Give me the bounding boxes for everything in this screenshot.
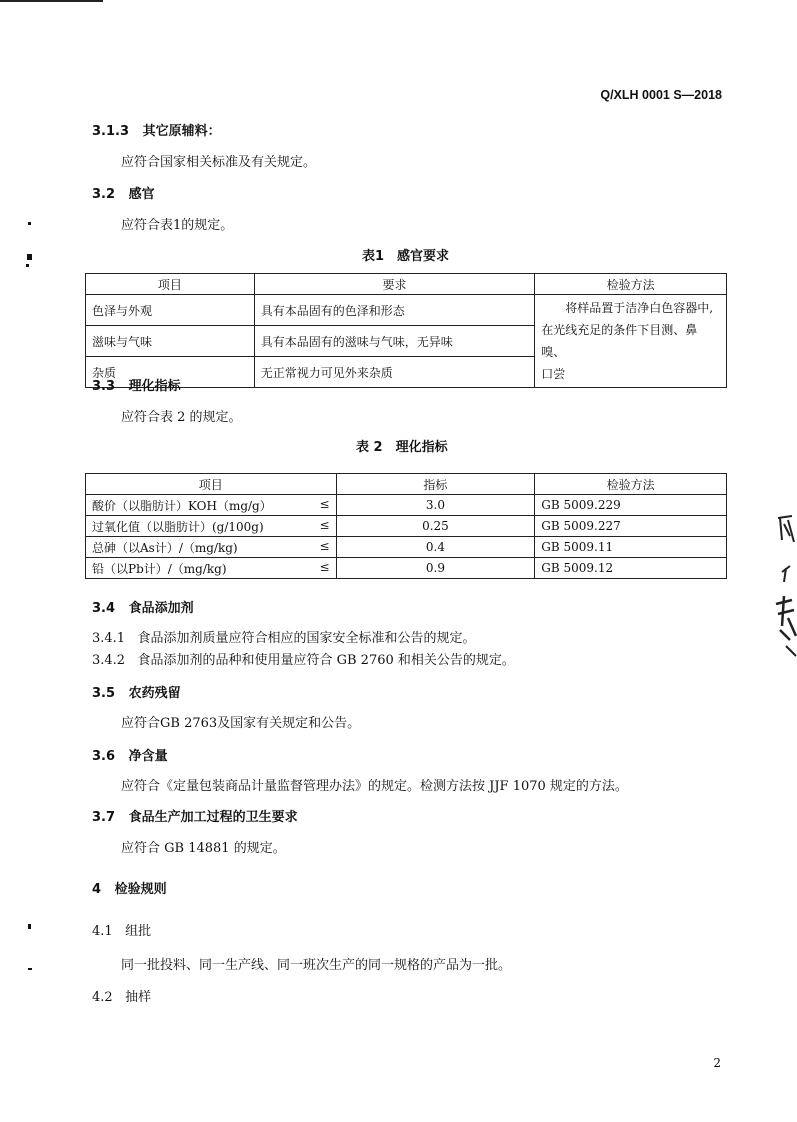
seal-fragment-icon: [770, 506, 797, 676]
section-3-2-text: 应符合表1的规定。: [121, 218, 234, 233]
table-cell: [86, 516, 337, 537]
section-title: 抽样: [125, 990, 152, 1005]
section-3-3-heading: [92, 375, 181, 394]
section-number: 3.1.3: [92, 124, 130, 139]
item-label: 过氧化值（以脂肪计）(g/100g): [92, 519, 264, 534]
table-row: [86, 537, 727, 558]
section-3-6-heading: [92, 745, 168, 764]
section-number: 3.5: [92, 686, 116, 701]
table-cell: [86, 558, 337, 579]
top-edge-line: [0, 0, 103, 2]
section-title: 食品生产加工过程的卫生要求: [128, 810, 298, 825]
doc-number: Q/XLH 0001 S—2018: [600, 88, 722, 102]
scan-speck: [28, 968, 32, 970]
section-3-3-text: 应符合表 2 的规定。: [121, 410, 242, 425]
section-number: 4.1: [92, 924, 113, 939]
section-number: 3.2: [92, 187, 116, 202]
operator: ≤: [319, 517, 330, 532]
section-title: 感官: [128, 187, 155, 202]
section-number: 3.3: [92, 379, 116, 394]
table-cell: GB 5009.227: [535, 516, 727, 537]
item-label: 铅（以Pb计）/（mg/kg): [92, 561, 227, 576]
item-label: 总砷（以As计）/（mg/kg): [92, 540, 238, 555]
operator: ≤: [319, 496, 330, 511]
item-number: 3.4.1: [92, 631, 126, 646]
table-row: [86, 495, 727, 516]
table2-caption: 表 2 理化指标: [356, 440, 448, 455]
table-cell: 3.0: [336, 495, 535, 516]
section-3-1-3-text: 应符合国家相关标准及有关规定。: [121, 155, 317, 170]
item-text: 食品添加剂质量应符合相应的国家安全标准和公告的规定。: [137, 631, 476, 646]
section-title: 检验规则: [114, 882, 167, 897]
table-header-row: [86, 274, 727, 295]
section-number: 3.4: [92, 601, 116, 616]
scan-speck: [28, 924, 31, 929]
table-header-cell: 检验方法: [535, 474, 727, 495]
method-line: 在光线充足的条件下目测、鼻嗅、: [541, 323, 698, 359]
section-3-1-3-heading: [92, 120, 221, 139]
method-line: 将样品置于洁净白色容器中,: [565, 301, 714, 315]
section-3-4-heading: [92, 597, 194, 616]
section-3-7-heading: [92, 806, 298, 825]
table-cell: 无正常视力可见外来杂质: [254, 357, 535, 388]
table-cell: 具有本品固有的色泽和形态: [254, 295, 535, 326]
section-3-4-1: [92, 627, 476, 646]
section-3-6-text: 应符合《定量包装商品计量监督管理办法》的规定。检测方法按 JJF 1070 规定的方法。: [121, 779, 628, 794]
page-number: 2: [713, 1056, 721, 1070]
section-number: 3.7: [92, 810, 116, 825]
section-title: 组批: [125, 924, 152, 939]
table-row: [86, 558, 727, 579]
table-cell: GB 5009.229: [535, 495, 727, 516]
section-title: 农药残留: [128, 686, 181, 701]
item-number: 3.4.2: [92, 653, 126, 668]
table2-physicochemical: [85, 473, 727, 579]
scan-speck: [26, 264, 29, 267]
table-header-cell: 指标: [336, 474, 535, 495]
section-title: 理化指标: [128, 379, 181, 394]
section-3-5-heading: [92, 682, 181, 701]
item-label: 酸价（以脂肪计）KOH（mg/g）: [92, 498, 272, 513]
table-cell: 杂质: [86, 357, 255, 388]
table-cell: 色泽与外观: [86, 295, 255, 326]
table-row: [86, 516, 727, 537]
table-header-cell: 项目: [86, 274, 255, 295]
table-header-cell: 检验方法: [535, 274, 727, 295]
scan-speck: [28, 222, 31, 225]
section-4-2-heading: [92, 986, 151, 1005]
section-4-1-heading: [92, 920, 151, 939]
table-cell: GB 5009.11: [535, 537, 727, 558]
table-cell: 0.9: [336, 558, 535, 579]
section-title: 食品添加剂: [128, 601, 194, 616]
table-cell: 滋味与气味: [86, 326, 255, 357]
scan-speck: [27, 254, 32, 260]
section-title: 其它原辅料：: [142, 124, 221, 139]
table-header-cell: 项目: [86, 474, 337, 495]
table-cell: [86, 495, 337, 516]
item-text: 食品添加剂的品种和使用量应符合 GB 2760 和相关公告的规定。: [137, 653, 515, 668]
section-number: 4: [92, 882, 102, 897]
table-cell: 具有本品固有的滋味与气味，无异味: [254, 326, 535, 357]
table-header-cell: 要求: [254, 274, 535, 295]
section-3-5-text: 应符合GB 2763及国家有关规定和公告。: [121, 716, 361, 731]
method-line: 口尝: [541, 367, 566, 381]
table-cell: GB 5009.12: [535, 558, 727, 579]
section-number: 3.6: [92, 749, 116, 764]
section-3-2-heading: [92, 183, 155, 202]
table1-method-cell: [535, 295, 727, 388]
section-4-1-text: 同一批投料、同一生产线、同一班次生产的同一规格的产品为一批。: [121, 958, 512, 973]
table-row: [86, 295, 727, 326]
table-cell: 0.4: [336, 537, 535, 558]
table-cell: 0.25: [336, 516, 535, 537]
section-number: 4.2: [92, 990, 113, 1005]
section-title: 净含量: [128, 749, 168, 764]
operator: ≤: [319, 538, 330, 553]
table1-caption: 表1 感官要求: [362, 249, 450, 264]
partial-seal-stamp: [770, 506, 797, 676]
section-3-7-text: 应符合 GB 14881 的规定。: [121, 841, 286, 856]
table-cell: [86, 537, 337, 558]
section-4-heading: [92, 878, 167, 897]
section-3-4-2: [92, 649, 515, 668]
table1-sensory: [85, 273, 727, 388]
table-header-row: [86, 474, 727, 495]
operator: ≤: [319, 559, 330, 574]
